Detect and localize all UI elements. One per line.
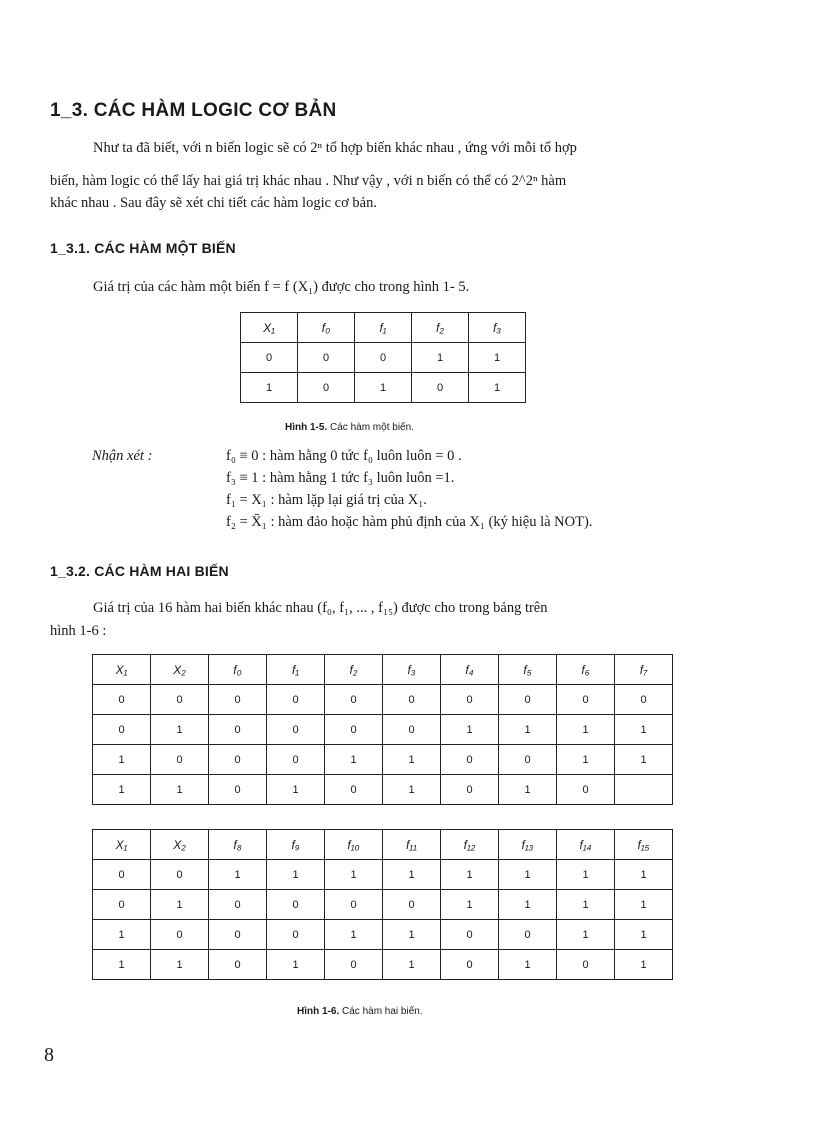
table-header-cell: f₁₃ [499, 830, 557, 860]
table-cell: 0 [151, 685, 209, 715]
table-cell: 0 [93, 685, 151, 715]
section-title: 1_3. CÁC HÀM LOGIC CƠ BẢN [50, 100, 337, 121]
caption-text: Các hàm hai biến. [342, 1006, 423, 1017]
table-header-cell: f₂ [325, 655, 383, 685]
table-cell: 1 [499, 890, 557, 920]
table-row [93, 890, 673, 920]
table-header-cell: f₅ [499, 655, 557, 685]
table-cell: 1 [557, 715, 615, 745]
table-cell: 1 [615, 920, 673, 950]
table-cell: 0 [441, 745, 499, 775]
table-row [93, 950, 673, 980]
table-header-cell: f₁₅ [615, 830, 673, 860]
table-cell: 1 [615, 950, 673, 980]
table-cell: 0 [325, 775, 383, 805]
figure-1-6-caption [297, 1006, 423, 1017]
table-cell: 0 [325, 950, 383, 980]
table-cell: 0 [557, 685, 615, 715]
table-cell: 1 [151, 775, 209, 805]
table-row [93, 920, 673, 950]
table-cell: 1 [557, 920, 615, 950]
table-row [93, 685, 673, 715]
table-cell: 0 [557, 775, 615, 805]
table-cell: 0 [499, 745, 557, 775]
one-variable-truth-table [240, 312, 526, 403]
table-cell: 0 [325, 890, 383, 920]
table-cell: 1 [325, 745, 383, 775]
table-cell: 1 [267, 860, 325, 890]
table-cell: 0 [267, 920, 325, 950]
remark-line-2: f₃ ≡ 1 : hàm hằng 1 tức f₃ luôn luôn =1. [226, 470, 455, 486]
table-cell: 1 [267, 775, 325, 805]
table-cell: 1 [499, 715, 557, 745]
intro-line-1: Như ta đã biết, với n biến logic sẽ có 2ⁿ tổ hợp biến khác nhau , ứng với mỗi tổ hợp [93, 140, 577, 156]
table-cell: 0 [267, 685, 325, 715]
table-cell: 0 [93, 715, 151, 745]
table-cell: 0 [151, 860, 209, 890]
table-cell: 0 [557, 950, 615, 980]
table-row [93, 860, 673, 890]
table-cell: 0 [151, 920, 209, 950]
intro-line-2: biến, hàm logic có thể lấy hai giá trị khác nhau . Như vậy , với n biến có thể có 2^2ⁿ hàm [50, 173, 567, 189]
table-cell: 0 [267, 715, 325, 745]
table-cell: 0 [441, 685, 499, 715]
table-cell: 1 [615, 745, 673, 775]
table-header-cell: f₁₀ [325, 830, 383, 860]
table-cell: 0 [267, 745, 325, 775]
table-header-cell: f₁₁ [383, 830, 441, 860]
table-header-cell: X₁ [241, 313, 298, 343]
table-row [93, 775, 673, 805]
table-cell: 0 [383, 715, 441, 745]
table-cell: 0 [93, 860, 151, 890]
table-row [241, 343, 526, 373]
table-cell: 0 [209, 685, 267, 715]
table-header-cell: f₉ [267, 830, 325, 860]
table-cell: 0 [298, 343, 355, 373]
table-row [93, 715, 673, 745]
caption-text: Các hàm một biến. [330, 422, 414, 433]
table-cell: 1 [499, 860, 557, 890]
table-header-cell: f₀ [209, 655, 267, 685]
table-header-cell: f₆ [557, 655, 615, 685]
table-row [93, 745, 673, 775]
intro-line-2-3 [50, 170, 730, 214]
table-cell: 1 [151, 715, 209, 745]
table-cell: 1 [383, 860, 441, 890]
table-cell: 1 [615, 890, 673, 920]
subsection-1-text: Giá trị của các hàm một biến f = f (X₁) được cho trong hình 1- 5. [93, 279, 470, 295]
table-cell: 1 [499, 950, 557, 980]
table-cell: 1 [93, 950, 151, 980]
table-cell: 1 [469, 373, 526, 403]
table-cell [615, 775, 673, 805]
table-cell: 1 [267, 950, 325, 980]
table-header-cell: X₁ [93, 830, 151, 860]
table-cell: 1 [151, 890, 209, 920]
table-cell: 0 [241, 343, 298, 373]
table-cell: 0 [209, 920, 267, 950]
table-header-cell: f₂ [412, 313, 469, 343]
table-cell: 1 [615, 715, 673, 745]
table-header-cell: X₁ [93, 655, 151, 685]
table-header-cell: f₄ [441, 655, 499, 685]
table-cell: 0 [383, 685, 441, 715]
table-header-cell: f₈ [209, 830, 267, 860]
table-cell: 0 [151, 745, 209, 775]
table-cell: 1 [325, 920, 383, 950]
table-header-row [93, 830, 673, 860]
table-cell: 1 [557, 890, 615, 920]
table-cell: 0 [441, 950, 499, 980]
table-cell: 1 [355, 373, 412, 403]
subsection-2-text-line-2: hình 1-6 : [50, 623, 107, 639]
table-cell: 1 [383, 920, 441, 950]
table-cell: 1 [469, 343, 526, 373]
subsection-title-1: 1_3.1. CÁC HÀM MỘT BIẾN [50, 240, 236, 256]
remark-line-1: f₀ ≡ 0 : hàm hằng 0 tức f₀ luôn luôn = 0 . [226, 448, 462, 464]
table-cell: 1 [441, 860, 499, 890]
caption-label: Hình 1-5. [285, 422, 328, 433]
table-cell: 1 [209, 860, 267, 890]
subsection-title-2: 1_3.2. CÁC HÀM HAI BIẾN [50, 563, 229, 579]
table-header-cell: X₂ [151, 655, 209, 685]
figure-1-5-caption [285, 422, 414, 433]
remark-line-4: f₂ = X̄₁ : hàm đảo hoặc hàm phủ định của X₁ (ký hiệu là NOT). [226, 514, 593, 530]
table-cell: 1 [557, 860, 615, 890]
table-cell: 1 [241, 373, 298, 403]
table-cell: 1 [615, 860, 673, 890]
table-cell: 0 [209, 715, 267, 745]
table-cell: 0 [325, 685, 383, 715]
table-cell: 0 [209, 745, 267, 775]
table-cell: 1 [441, 890, 499, 920]
table-cell: 1 [383, 950, 441, 980]
table-cell: 0 [412, 373, 469, 403]
table-cell: 0 [298, 373, 355, 403]
table-header-cell: f₃ [383, 655, 441, 685]
table-cell: 0 [441, 920, 499, 950]
table-cell: 0 [499, 685, 557, 715]
table-header-cell: f₁ [267, 655, 325, 685]
caption-label: Hình 1-6. [297, 1006, 340, 1017]
table-header-cell: f₀ [298, 313, 355, 343]
two-variable-truth-table-b [92, 829, 673, 980]
table-cell: 1 [151, 950, 209, 980]
table-cell: 1 [383, 745, 441, 775]
table-cell: 1 [441, 715, 499, 745]
table-cell: 1 [412, 343, 469, 373]
table-header-row [241, 313, 526, 343]
page-number: 8 [44, 1044, 54, 1066]
table-header-cell: f₁₂ [441, 830, 499, 860]
table-cell: 0 [383, 890, 441, 920]
table-cell: 0 [209, 950, 267, 980]
table-cell: 1 [383, 775, 441, 805]
table-header-cell: f₁₄ [557, 830, 615, 860]
table-header-row [93, 655, 673, 685]
table-cell: 0 [325, 715, 383, 745]
table-header-cell: f₇ [615, 655, 673, 685]
table-cell: 0 [499, 920, 557, 950]
table-cell: 1 [93, 920, 151, 950]
table-cell: 0 [209, 775, 267, 805]
table-cell: 0 [209, 890, 267, 920]
table-cell: 0 [441, 775, 499, 805]
intro-line-3: khác nhau . Sau đây sẽ xét chi tiết các hàm logic cơ bản. [50, 195, 377, 211]
table-cell: 1 [557, 745, 615, 775]
table-cell: 1 [325, 860, 383, 890]
two-variable-truth-table-a [92, 654, 673, 805]
table-cell: 0 [93, 890, 151, 920]
table-header-cell: f₃ [469, 313, 526, 343]
table-cell: 0 [615, 685, 673, 715]
subsection-2-text-line-1: Giá trị của 16 hàm hai biến khác nhau (f₀, f₁, ... , f₁₅) được cho trong bảng trên [93, 600, 548, 616]
table-cell: 1 [499, 775, 557, 805]
table-cell: 1 [93, 775, 151, 805]
table-header-cell: f₁ [355, 313, 412, 343]
table-cell: 0 [267, 890, 325, 920]
table-cell: 1 [93, 745, 151, 775]
remark-line-3: f₁ = X₁ : hàm lặp lại giá trị của X₁. [226, 492, 427, 508]
table-header-cell: X₂ [151, 830, 209, 860]
table-cell: 0 [355, 343, 412, 373]
remark-label: Nhận xét : [92, 448, 153, 464]
table-row [241, 373, 526, 403]
